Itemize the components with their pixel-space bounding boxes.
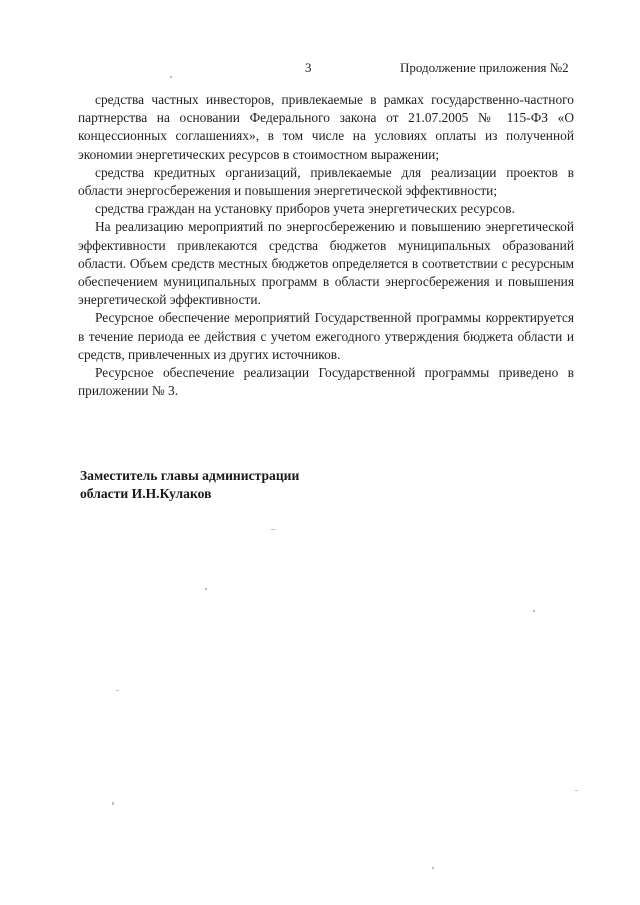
paragraph-municipal-budgets: На реализацию мероприятий по энергосбережению и повышению энергетической эффективности привлекаются средства бюджетов муниципальных образований области. Объем средств местных бюджетов определяется в соответствии с ресурсным обеспечением муниципальных программ в области энергосбережения и повышения энергетической эффективности. — [78, 219, 574, 308]
signature-block — [80, 467, 299, 503]
paragraph-resource-adjustment: Ресурсное обеспечение мероприятий Государственной программы корректируется в течение периода ее действия с учетом ежегодного утверждения бюджета области и средств, привлеченных из других источников. — [78, 310, 574, 362]
scan-speck — [112, 802, 114, 805]
scan-speck — [170, 76, 172, 78]
signature-title: Заместитель главы администрации — [80, 468, 300, 483]
paragraph-credit-organizations: средства кредитных организаций, привлекаемые для реализации проектов в области энергосбережения и повышения энергетической эффективности; — [78, 164, 574, 199]
scan-speck — [205, 588, 207, 590]
scan-speck — [575, 790, 578, 791]
paragraph-resource-appendix: Ресурсное обеспечение реализации Государственной программы приведено в приложении № 3. — [78, 365, 574, 399]
document-body — [78, 91, 574, 400]
scan-speck — [432, 867, 434, 869]
scan-speck — [116, 690, 119, 691]
paragraph-private-investors: средства частных инвесторов, привлекаемые в рамках государственно-частного партнерства на основании Федерального закона от 21.07.2005 № 115-ФЗ «О концессионных соглашениях», в том числе на условиях оплаты из полученной экономии энергетических ресурсов в стоимостном выражении; — [78, 92, 574, 162]
signature-name: области И.Н.Кулаков — [80, 486, 212, 501]
scan-speck — [533, 610, 535, 612]
paragraph-citizens-funds: средства граждан на установку приборов учета энергетических ресурсов. — [95, 201, 515, 217]
page-number: 3 — [305, 60, 312, 75]
scan-speck — [271, 529, 275, 530]
continuation-label: Продолжение приложения №2 — [400, 60, 569, 75]
